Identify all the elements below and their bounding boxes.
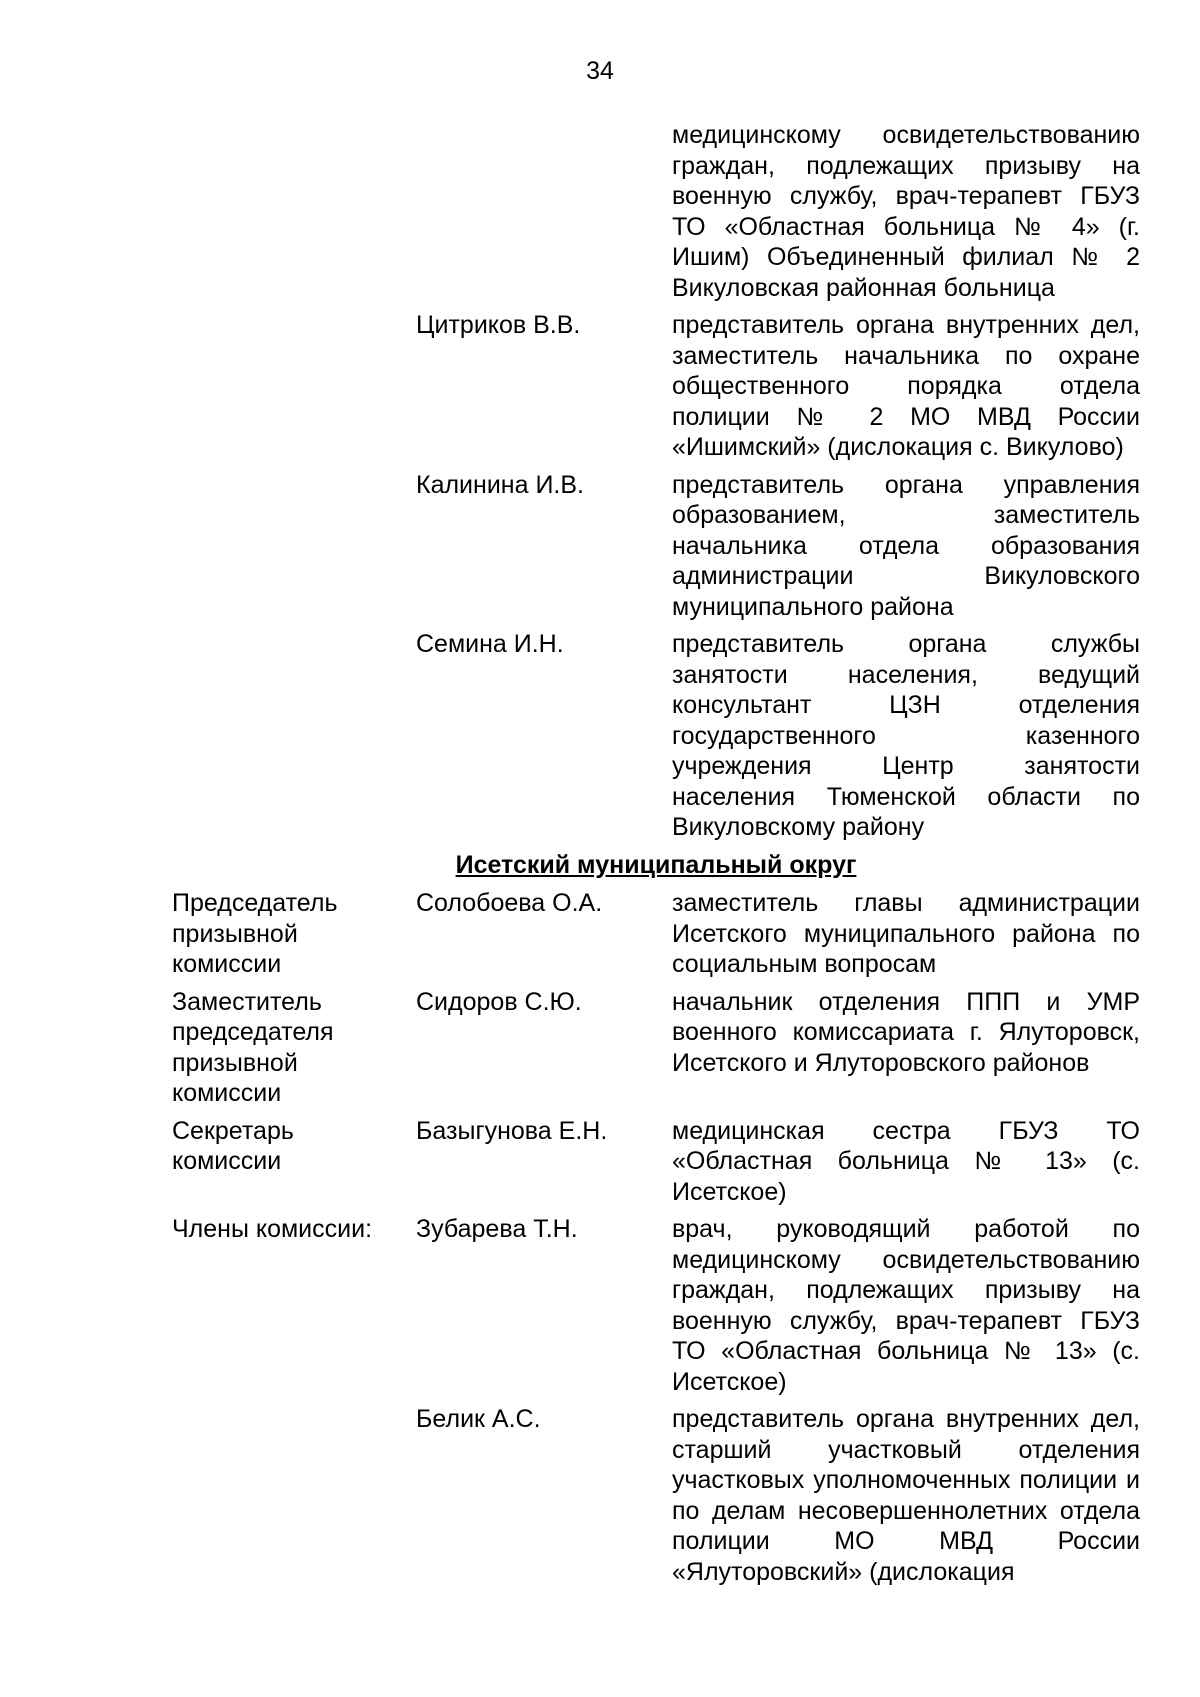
member-name: Сидоров С.Ю. — [416, 987, 582, 1016]
commission-row — [172, 120, 1140, 303]
member-name: Базыгунова Е.Н. — [416, 1116, 608, 1145]
section-heading: Исетский муниципальный округ — [455, 850, 857, 879]
role-cell — [172, 629, 416, 843]
role-cell: Члены комиссии: — [172, 1215, 373, 1243]
member-position: заместитель главы администрации Исетского муниципального района по социальным вопросам — [672, 889, 1140, 978]
page-number: 34 — [586, 57, 614, 85]
commission-row — [172, 470, 1140, 623]
role-cell — [172, 310, 416, 463]
member-position: представитель органа внутренних дел, старший участковый отделения участковых уполномоченных полиции и по делам несовершеннолетних отдела полиции МО МВД России «Ялуторовский» (дислокация — [672, 1405, 1140, 1586]
commission-row — [172, 1116, 1140, 1208]
role-cell: Заместитель председателя призывной комиссии — [172, 987, 334, 1107]
member-position: врач, руководящий работой по медицинскому освидетельствованию граждан, подлежащих призыву на военную службу, врач-терапевт ГБУЗ ТО «Областная больница № 13» (с. Исетское) — [672, 1215, 1140, 1396]
role-cell — [172, 470, 416, 623]
member-position: представитель органа управления образованием, заместитель начальника отдела образования администрации Викуловского муниципального района — [672, 470, 1140, 621]
member-position: начальник отделения ППП и УМР военного комиссариата г. Ялуторовск, Исетского и Ялуторовского районов — [672, 987, 1140, 1077]
member-position: медицинскому освидетельствованию граждан, подлежащих призыву на военную службу, врач-терапевт ГБУЗ ТО «Областная больница № 4» (г. Ишим) Объединенный филиал № 2 Викуловская районная больница — [672, 121, 1140, 302]
member-name — [416, 120, 672, 303]
commission-row — [172, 888, 1140, 980]
commission-row — [172, 310, 1140, 463]
member-name: Цитриков В.В. — [416, 311, 581, 339]
member-name: Солобоева О.А. — [416, 889, 603, 917]
member-position: представитель органа внутренних дел, заместитель начальника по охране общественного порядка отдела полиции № 2 МО МВД России «Ишимский» (дислокация с. Викулово) — [672, 311, 1140, 461]
commission-list — [172, 120, 1140, 1594]
commission-row — [172, 1214, 1140, 1397]
role-cell — [172, 1404, 416, 1587]
member-name: Зубарева Т.Н. — [416, 1215, 578, 1243]
member-name: Семина И.Н. — [416, 630, 564, 658]
member-name: Калинина И.В. — [416, 470, 584, 499]
member-position: медицинская сестра ГБУЗ ТО «Областная больница № 13» (с. Исетское) — [672, 1116, 1140, 1206]
member-name: Белик А.С. — [416, 1405, 541, 1433]
role-cell: Председатель призывной комиссии — [172, 889, 338, 978]
role-cell: Секретарь комиссии — [172, 1116, 294, 1175]
commission-row — [172, 1404, 1140, 1587]
commission-row — [172, 987, 1140, 1109]
member-position: представитель органа службы занятости населения, ведущий консультант ЦЗН отделения государственного казенного учреждения Центр занятости населения Тюменской области по Викуловскому району — [672, 630, 1140, 841]
role-cell — [172, 120, 416, 303]
commission-row — [172, 629, 1140, 843]
